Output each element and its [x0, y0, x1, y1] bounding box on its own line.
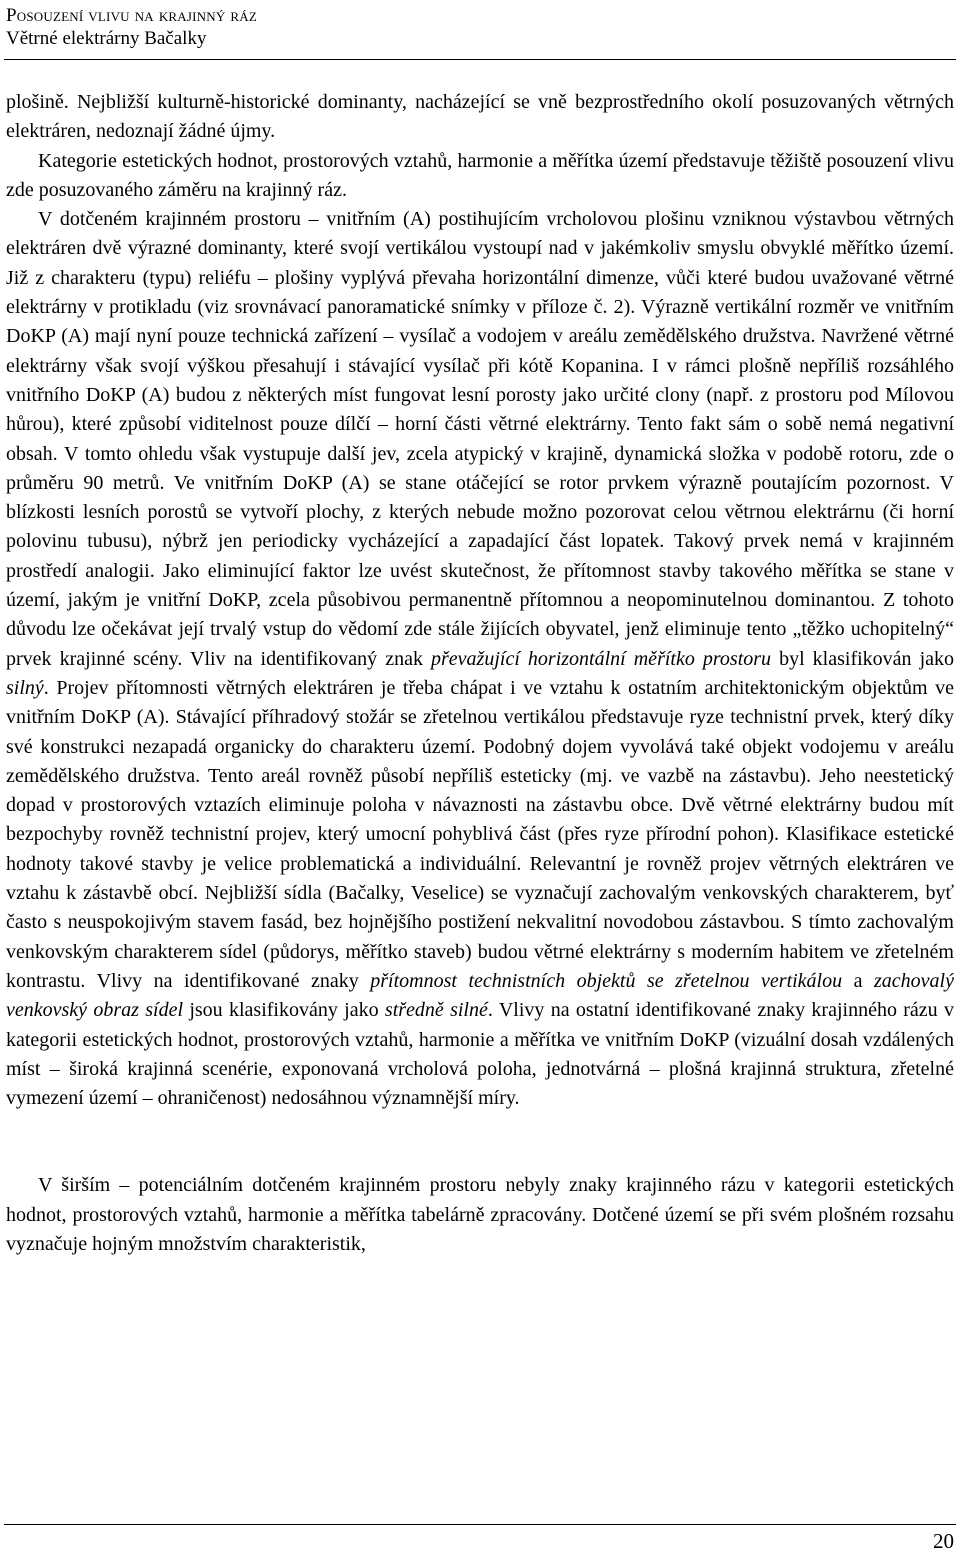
paragraph-2: Kategorie estetických hodnot, prostorových vztahů, harmonie a měřítka území představuje těžiště posouzení vlivu zde posuzovaného záměru na krajinný ráz.: [6, 149, 954, 201]
paragraph-3-text-6: . Vlivy na ostatní identifikované znaky krajinného rázu v kategorii estetických hodnot, prostorových vztahů, harmonie a měřítka ve vnitřním DoKP (vizuální dosah vzdálených míst – široká krajinná scenérie, exponovaná vrcholová poloha, jednotvárná – plošná krajinná struktura, zřetelné vymezení území – ohraničenost) nedosáhnou významnější míry.: [6, 999, 954, 1110]
paragraph-3-emphasis-5: středně silné: [384, 999, 488, 1022]
document-subtitle: Větrné elektrárny Bačalky: [6, 28, 207, 49]
paragraph-3-emphasis-2: silný: [6, 676, 44, 699]
paragraph-3: [6, 205, 954, 1113]
paragraph-3-text-2: byl klasifikován jako: [771, 647, 955, 670]
paragraph-3-text-1: V dotčeném krajinném prostoru – vnitřním (A) postihujícím vrcholovou plošinu vzniknou výstavbou větrných elektráren dvě výrazné dominanty, které svojí vertikálou vystoupí nad v jakémkoliv smyslu obvyklé měřítko území. Již z charakteru (typu) reliéfu – plošiny vyplývá převaha horizontální dimenze, vůči které budou uvažované větrné elektrárny v protikladu (viz srovnávací panoramatické snímky v příloze č. 2). Výrazně vertikální rozměr ve vnitřním DoKP (A) mají nyní pouze technická zařízení – vysílač a vodojem v areálu zemědělského družstva. Navržené větrné elektrárny však svojí výškou přesahují i stávající vysílač při kótě Kopanina. I v rámci plošně nepříliš rozsáhlého vnitřního DoKP (A) budou z některých míst fungovat lesní porosty jako určité clony (např. z prostoru pod Mílovou hůrou), které způsobí viditelnost pouze dílčí – horní části větrné elektrárny. Tento fakt sám o sobě nemá negativní obsah. V tomto ohledu však vystupuje další jev, zcela atypický v krajině, dynamická složka v podobě rotoru, zde o průměru 90 metrů. Ve vnitřním DoKP (A) se stane otáčející se rotor prvkem výrazně poutajícím pozornost. V blízkosti lesních porostů se vytvoří plochy, z kterých nebude možno pozorovat celou větrnou elektrárnu (či horní polovinu tubusu), nýbrž jen periodicky vycházející a zapadající část lopatek. Takový prvek nemá v krajinném prostředí analogii. Jako eliminující faktor lze uvést skutečnost, že přítomnost stavby takového měřítka se stane v území, jakým je vnitřní DoKP, zcela působivou permanentně přítomnou a neopominutelnou dominantou. Z tohoto důvodu lze očekávat její trvalý vstup do vědomí zde stále žijících obyvatel, jenž eliminuje tento „těžko uchopitelný“ prvek krajinné scény. Vliv na identifikovaný znak: [6, 208, 954, 670]
document-body: [6, 88, 954, 1259]
paragraph-3-emphasis-3: přítomnost technistních objektů se zřetelnou vertikálou: [370, 969, 843, 992]
paragraph-3-text-5: jsou klasifikovány jako: [183, 999, 385, 1022]
paragraph-3-emphasis-4: zachovalý venkovský obraz sídel: [6, 969, 954, 1022]
paragraph-3-text-3: . Projev přítomnosti větrných elektráren je třeba chápat i ve vztahu k ostatním architektonickým objektům ve vnitřním DoKP (A). Stávající příhradový stožár se zřetelnou vertikálou představuje ryze technistní prvek, který díky své konstrukci nezapadá organicky do charakteru území. Podobný dojem vyvolává také objekt vodojemu v areálu zemědělského družstva. Tento areál rovněž působí nepříliš esteticky (mj. ve vazbě na zástavbu). Jeho neestetický dopad v prostorových vztazích eliminuje poloha v návaznosti na zástavbu obce. Dvě větrné elektrárny budou mít bezpochyby rovněž technistní projev, který umocní pohyblivá část (přes ryze přírodní pohon). Klasifikace estetické hodnoty takové stavby je velice problematická a individuální. Relevantní je rovněž projev větrných elektráren ve vztahu k zástavbě obcí. Nejbližší sídla (Bačalky, Veselice) se vyznačují zachovalým venkovských charakterem, byť často s neuspokojivým stavem fasád, bez hojnějšího postižení nekvalitní novodobou zástavbou. S tímto zachovalým venkovským charakterem sídel (půdorys, měřítko staveb) budou větrné elektrárny s moderním habitem ve zřetelném kontrastu. Vlivy na identifikované znaky: [6, 676, 954, 992]
paragraph-3-text-4: a: [842, 969, 874, 992]
page-header: [6, 4, 954, 50]
page-number: 20: [933, 1529, 954, 1553]
footer-divider: [4, 1524, 956, 1525]
paragraph-4: V širším – potenciálním dotčeném krajinném prostoru nebyly znaky krajinného rázu v kategorii estetických hodnot, prostorových vztahů, harmonie a měřítka tabelárně zpracovány. Dotčené území se při svém plošném rozsahu vyznačuje hojným množstvím charakteristik,: [6, 1174, 954, 1255]
paragraph-3-emphasis-1: převažující horizontální měřítko prostoru: [431, 647, 772, 670]
header-divider: [4, 59, 956, 60]
paragraph-1: plošině. Nejbližší kulturně-historické dominanty, nacházející se vně bezprostředního okolí posuzovaných větrných elektráren, nedoznají žádné újmy.: [6, 91, 954, 143]
document-title: Posouzení vlivu na krajinný ráz: [6, 5, 257, 26]
